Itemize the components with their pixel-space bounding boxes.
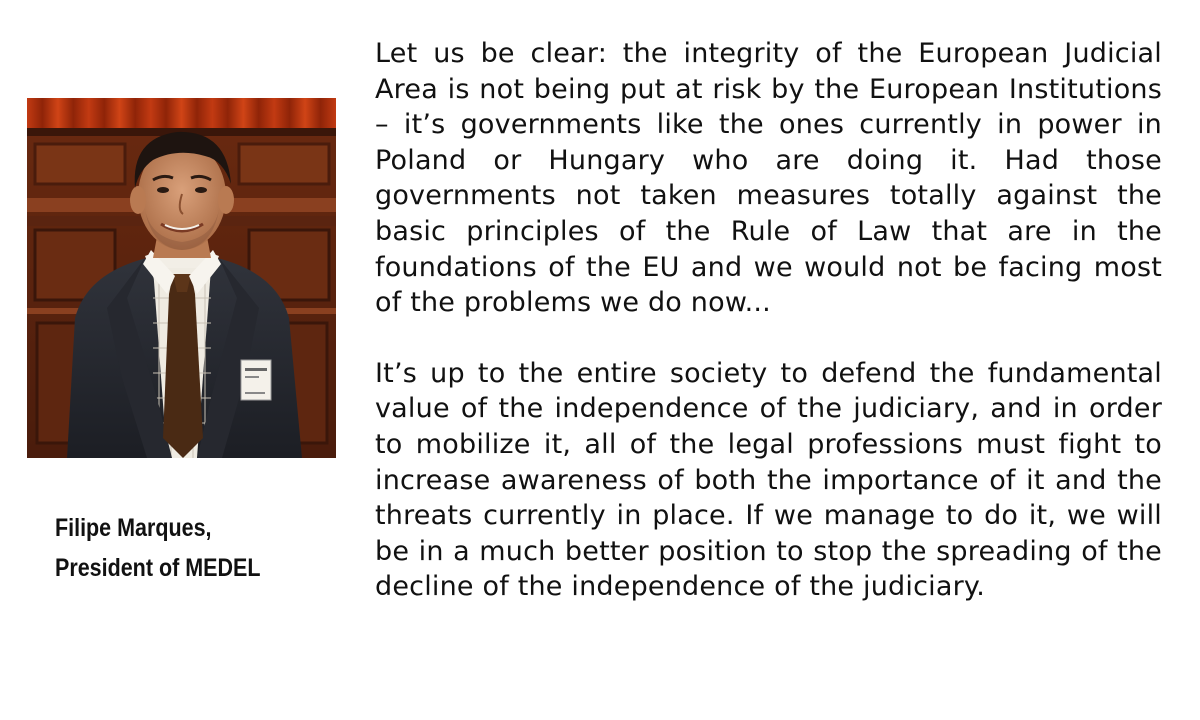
person-name: Filipe Marques, [55,514,212,542]
photo-caption [55,508,304,588]
portrait-photo [27,98,336,458]
person-title: President of MEDEL [55,554,261,582]
quote-paragraph-1: Let us be clear: the integrity of the European Judicial Area is not being put at risk by the European Institutions – it’s governments like the ones currently in power in Poland or Hungary who are doing it. Had those governments not taken measures totally against the basic principles of the Rule of Law that are in the foundations of the EU and we would not be facing most of the problems we do now... [375,38,1162,319]
quote-text [375,36,1162,605]
portrait-illustration [27,98,336,458]
quote-paragraph-2: It’s up to the entire society to defend the fundamental value of the independence of the judiciary, and in order to mobilize it, all of the legal professions must fight to increase awareness of both the importance of it and the threats currently in place. If we manage to do it, we will be in a much better position to stop the spreading of the decline of the independence of the judiciary. [375,357,1162,603]
